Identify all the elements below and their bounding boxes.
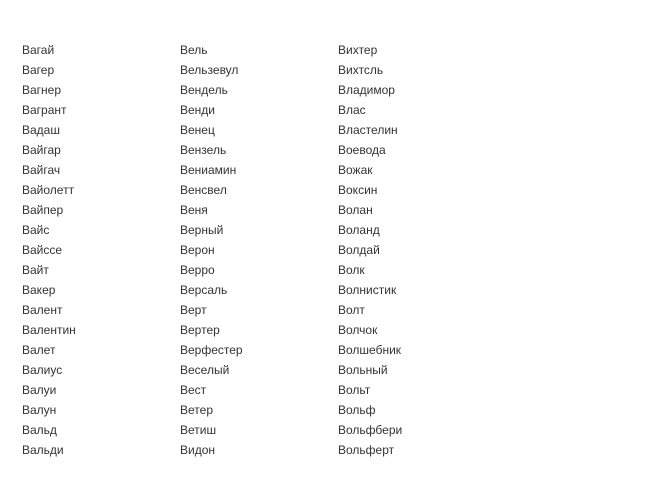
name-cell: Видон (180, 443, 216, 457)
name-cell: Вольт (338, 383, 371, 397)
name-cell: Вальд (22, 423, 57, 437)
name-cell: Веня (180, 203, 208, 217)
name-cell: Вель (180, 43, 208, 57)
name-cell: Вендель (180, 83, 228, 97)
name-cell: Версаль (180, 283, 228, 297)
name-cell: Вайпер (22, 203, 64, 217)
name-cell: Влас (338, 103, 366, 117)
name-cell: Веселый (180, 363, 230, 377)
name-cell: Вагрант (22, 103, 67, 117)
name-cell: Вожак (338, 163, 373, 177)
name-cell: Вениамин (180, 163, 237, 177)
name-cell: Вайолетт (22, 183, 75, 197)
name-cell: Ветер (180, 403, 213, 417)
name-cell: Верный (180, 223, 224, 237)
name-cell: Вакер (22, 283, 56, 297)
name-cell: Верон (180, 243, 215, 257)
names-table (22, 40, 538, 460)
name-cell: Вайт (22, 263, 49, 277)
name-cell: Венсвел (180, 183, 227, 197)
name-cell: Волшебник (338, 343, 402, 357)
name-cell: Вихтер (338, 43, 378, 57)
name-cell: Воевода (338, 143, 386, 157)
name-cell: Валун (22, 403, 57, 417)
name-cell: Вайс (22, 223, 50, 237)
name-cell: Валет (22, 343, 56, 357)
name-cell: Волк (338, 263, 365, 277)
name-cell: Вайссе (22, 243, 63, 257)
name-cell: Властелин (338, 123, 398, 137)
name-cell: Венец (180, 123, 215, 137)
name-cell: Валентин (22, 323, 76, 337)
name-cell: Вайгач (22, 163, 61, 177)
name-cell: Вадаш (22, 123, 60, 137)
name-cell: Воланд (338, 223, 380, 237)
name-cell: Верфестер (180, 343, 243, 357)
name-cell: Вайгар (22, 143, 61, 157)
name-cell: Вольферт (338, 443, 395, 457)
name-cell: Венди (180, 103, 216, 117)
name-cell: Ветиш (180, 423, 217, 437)
names-column-2 (180, 40, 338, 460)
name-cell: Валиус (22, 363, 63, 377)
name-cell: Вагай (22, 43, 55, 57)
name-cell: Волт (338, 303, 365, 317)
name-cell: Волнистик (338, 283, 397, 297)
name-cell: Вагнер (22, 83, 62, 97)
name-cell: Вольфбери (338, 423, 403, 437)
name-cell: Верт (180, 303, 207, 317)
name-cell: Вельзевул (180, 63, 239, 77)
name-cell: Вагер (22, 63, 55, 77)
name-cell: Вольный (338, 363, 388, 377)
name-cell: Владимор (338, 83, 395, 97)
name-cell: Воксин (338, 183, 378, 197)
name-cell: Волдай (338, 243, 380, 257)
names-column-1 (22, 40, 180, 460)
name-cell: Вольф (338, 403, 376, 417)
name-cell: Вихтсль (338, 63, 384, 77)
name-cell: Вальди (22, 443, 64, 457)
name-cell: Верро (180, 263, 215, 277)
name-cell: Волан (338, 203, 373, 217)
name-cell: Валуи (22, 383, 57, 397)
name-cell: Вензель (180, 143, 227, 157)
name-cell: Вертер (180, 323, 220, 337)
name-cell: Валент (22, 303, 63, 317)
names-column-3 (338, 40, 538, 460)
name-cell: Вест (180, 383, 207, 397)
name-cell: Волчок (338, 323, 378, 337)
